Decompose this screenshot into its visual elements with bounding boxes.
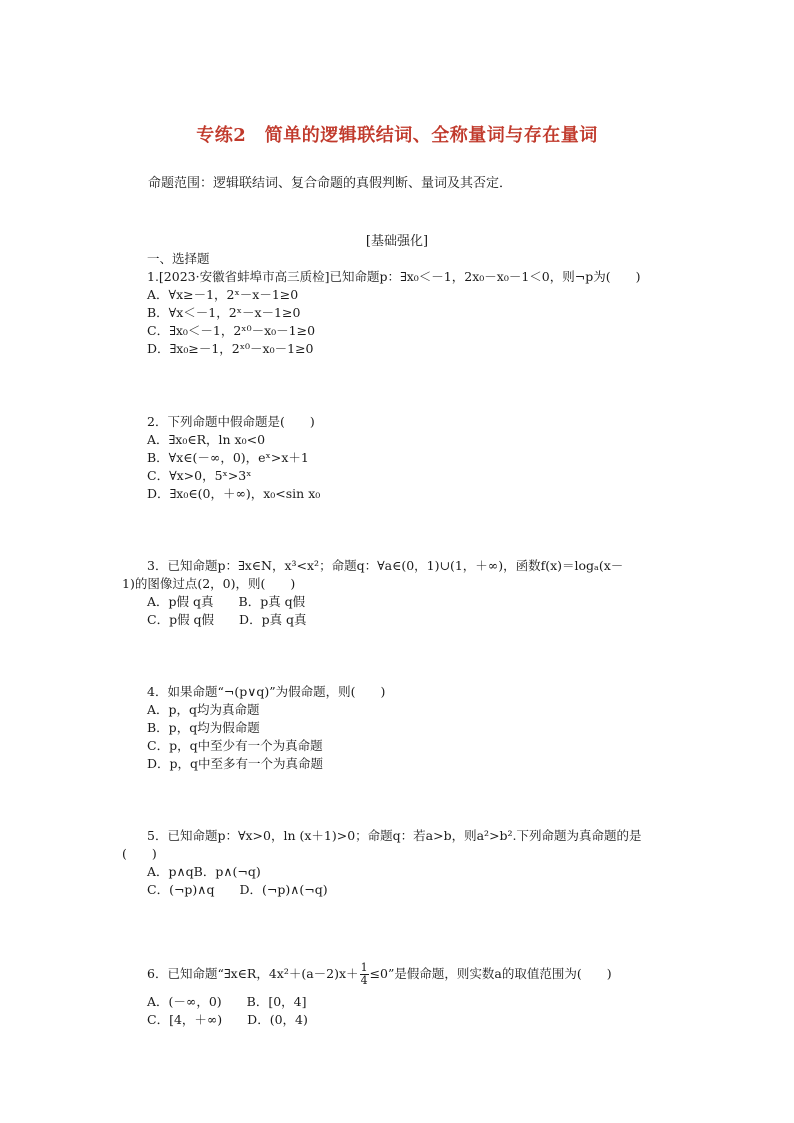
question-line: A．p假 q真 B．p真 q假: [147, 594, 306, 609]
question-line: 4．如果命题“¬(p∨q)”为假命题，则( ): [147, 684, 386, 699]
question-line: C．(¬p)∧q D．(¬p)∧(¬q): [147, 882, 328, 897]
question-line: A．p∧qB．p∧(¬q): [147, 864, 261, 879]
page-title: 专练2 简单的逻辑联结词、全称量词与存在量词: [196, 125, 598, 146]
question-line: 1.[2023·安徽省蚌埠市高三质检]已知命题p：∃x₀＜－1，2x₀－x₀－1＜0，则¬p为( ): [147, 269, 641, 284]
fraction-numerator: 1: [360, 961, 368, 974]
part-heading: 一、选择题: [147, 251, 210, 266]
question-line: B．∀x∈(－∞，0)，eˣ>x＋1: [147, 450, 309, 465]
question-line: ( ): [122, 846, 157, 861]
question-line: A．∀x≥－1，2ˣ－x－1≥0: [147, 287, 299, 302]
fraction: [360, 962, 369, 987]
question-line: C．∃x₀＜－1，2ˣ⁰－x₀－1≥0: [147, 323, 316, 338]
question-line: C．∀x>0，5ˣ>3ˣ: [147, 468, 252, 483]
question-line: B．∀x＜－1，2ˣ－x－1≥0: [147, 305, 301, 320]
question-line: A．p，q均为真命题: [147, 702, 260, 717]
question-line: C．[4，＋∞) D．(0，4): [147, 1012, 308, 1027]
question-line: D．∃x₀≥－1，2ˣ⁰－x₀－1≥0: [147, 341, 314, 356]
fraction-denominator: 4: [360, 974, 368, 987]
question-line: 1)的图像过点(2，0)，则( ): [122, 576, 296, 591]
question-line: A．(－∞，0) B．[0，4]: [147, 994, 307, 1009]
question-line: C．p假 q假 D．p真 q真: [147, 612, 307, 627]
question-line: B．p，q均为假命题: [147, 720, 260, 735]
question-6-suffix: ≤0”是假命题，则实数a的取值范围为( ): [369, 966, 612, 981]
question-line: 3．已知命题p：∃x∈N，x³<x²；命题q：∀a∈(0，1)∪(1，＋∞)，函数f(x)＝logₐ(x－: [147, 558, 624, 573]
question-6-stem: [147, 962, 612, 987]
question-line: A．∃x₀∈R，ln x₀<0: [147, 432, 266, 447]
question-line: D．∃x₀∈(0，＋∞)，x₀<sin x₀: [147, 486, 321, 501]
scope-text: 命题范围：逻辑联结词、复合命题的真假判断、量词及其否定．: [148, 176, 513, 191]
question-line: D．p，q中至多有一个为真命题: [147, 756, 324, 771]
question-6-prefix: 6．已知命题“∃x∈R，4x²＋(a－2)x＋: [147, 966, 359, 981]
question-line: 2．下列命题中假命题是( ): [147, 414, 315, 429]
question-line: C．p，q中至少有一个为真命题: [147, 738, 323, 753]
question-line: 5．已知命题p：∀x>0，ln (x＋1)>0；命题q：若a>b，则a²>b².下列命题为真命题的是: [147, 828, 642, 843]
section-heading: [基础强化]: [365, 234, 429, 249]
